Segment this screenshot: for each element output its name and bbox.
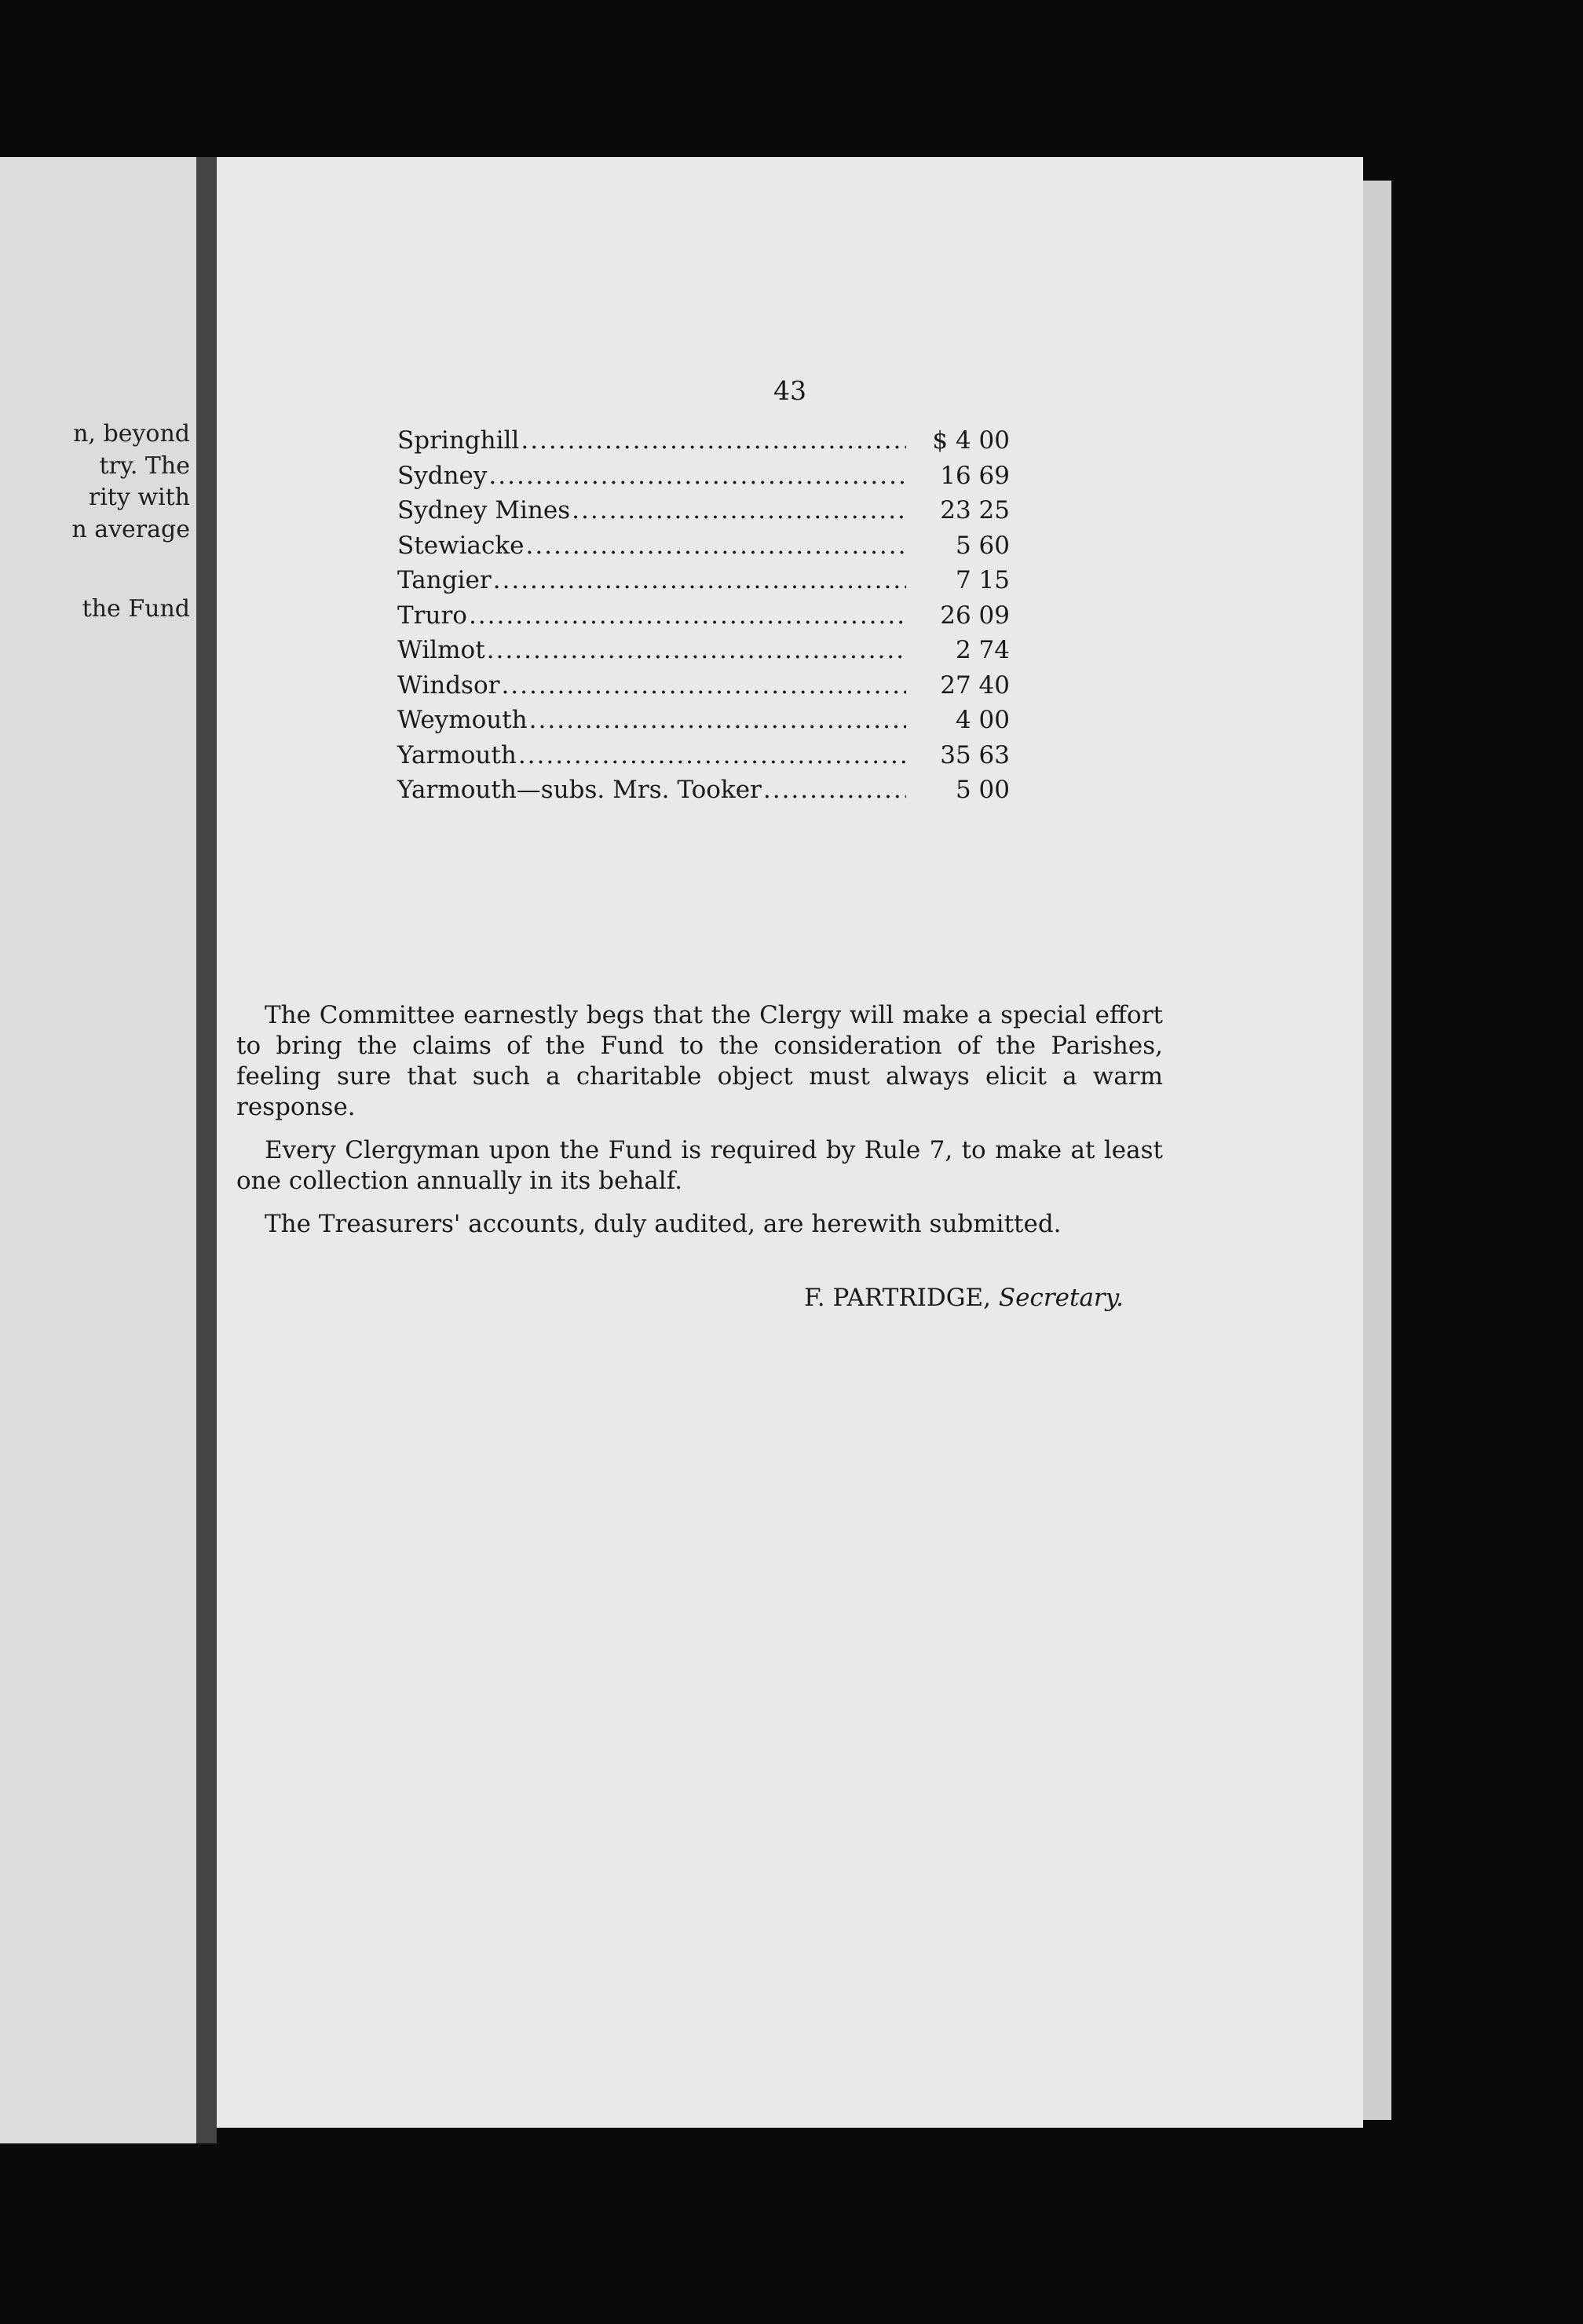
entry-amount: 5 60: [955, 531, 1010, 560]
list-item: [397, 741, 1010, 776]
left-fragment: the Fund: [82, 595, 190, 623]
leader-dots: [763, 776, 906, 804]
entry-amount: $ 4 00: [932, 426, 1010, 455]
list-item: [397, 426, 1010, 462]
entry-amount: 4 00: [955, 706, 1010, 734]
left-fragment: n, beyond: [73, 420, 190, 448]
left-fragment: rity with: [88, 484, 190, 511]
list-item: [397, 566, 1010, 601]
book-spine: [196, 157, 217, 2143]
leader-dots: [469, 601, 906, 630]
page-edge: [1363, 181, 1391, 2120]
entry-amount: 26 09: [940, 601, 1010, 630]
entry-amount: 5 00: [955, 776, 1010, 804]
signatory-name: F. PARTRIDGE,: [804, 1284, 992, 1312]
list-item: [397, 496, 1010, 532]
entry-amount: 2 74: [955, 636, 1010, 664]
entry-name: Springhill: [397, 426, 520, 455]
entry-name: Windsor: [397, 671, 500, 700]
entry-name: Tangier: [397, 566, 492, 594]
entry-name: Yarmouth: [397, 740, 517, 769]
list-item: [397, 601, 1010, 637]
leader-dots: [487, 636, 906, 664]
entry-amount: 23 25: [940, 496, 1010, 524]
right-page: [217, 157, 1363, 2128]
leader-dots: [525, 532, 906, 560]
left-page: [0, 157, 196, 2143]
list-item: [397, 671, 1010, 707]
leader-dots: [529, 706, 906, 734]
leader-dots: [501, 671, 906, 700]
entry-amount: 7 15: [955, 566, 1010, 594]
left-fragment: try. The: [99, 452, 190, 480]
entry-name: Sydney: [397, 461, 488, 490]
leader-dots: [493, 566, 906, 594]
list-item: [397, 462, 1010, 497]
signatory-role: Secretary.: [998, 1284, 1124, 1312]
left-fragment: n average: [71, 516, 190, 543]
body-text: [236, 1000, 1163, 1252]
signature: [236, 1284, 1124, 1312]
entry-name: Yarmouth—subs. Mrs. Tooker: [397, 776, 762, 804]
list-item: [397, 706, 1010, 741]
leader-dots: [488, 462, 906, 490]
entry-name: Wilmot: [397, 636, 485, 664]
leader-dots: [521, 426, 906, 455]
entry-amount: 35 63: [940, 740, 1010, 769]
page-number: 43: [773, 375, 806, 406]
leader-dots: [518, 741, 906, 769]
contribution-list: [397, 426, 1010, 811]
list-item: [397, 636, 1010, 671]
entry-name: Sydney Mines: [397, 496, 571, 524]
list-item: [397, 776, 1010, 811]
entry-amount: 27 40: [940, 671, 1010, 700]
leader-dots: [572, 496, 906, 524]
paragraph-committee-appeal: The Committee earnestly begs that the Clergy will make a special effort to bring the claims of the Fund to the consideration of the Parishes, feeling sure that such a charitable object must always elicit a warm response.: [236, 1001, 1163, 1121]
entry-name: Truro: [397, 601, 467, 630]
entry-amount: 16 69: [940, 461, 1010, 490]
paragraph-rule-seven: Every Clergyman upon the Fund is required by Rule 7, to make at least one collection annually in its behalf.: [236, 1136, 1163, 1195]
paragraph-treasurers-accounts: The Treasurers' accounts, duly audited, are herewith submitted.: [265, 1210, 1062, 1238]
list-item: [397, 532, 1010, 567]
entry-name: Stewiacke: [397, 531, 525, 560]
entry-name: Weymouth: [397, 706, 528, 734]
